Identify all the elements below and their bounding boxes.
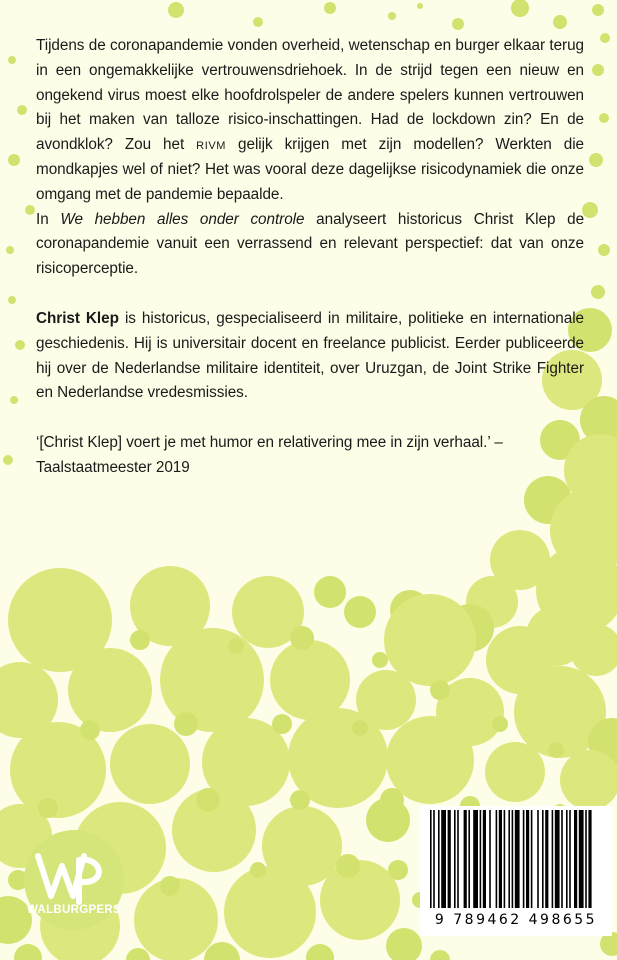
isbn-barcode (420, 806, 612, 936)
bubble (492, 716, 508, 732)
bubble (600, 33, 610, 43)
bubble (38, 798, 58, 818)
barcode-bar (574, 810, 577, 908)
barcode-bar (579, 810, 584, 908)
bubble (388, 12, 396, 20)
blurb-paragraph-1: Tijdens de coronapandemie vonden overheid, wetenschap en burger elkaar terug in een ongemakkelijke vertrouwensdriehoek. In de strijd tegen een nieuw en ongekend virus moest elke hoofdrolspeler de andere spelers kunnen vertrouwen bij het maken van talloze risico-inschattingen. Had de lockdown zin? En de avondklok? Zou het rivm gelijk krijgen met zijn modellen? Werkten die mondkapjes wel of niet? Het was vooral deze dagelijkse risicodynamiek die onze omgang met de pandemie bepaalde. (36, 37, 585, 203)
bubble (386, 928, 422, 960)
bubble (314, 576, 346, 608)
blurb-paragraph-2: In We hebben alles onder controle analyseert historicus Christ Klep de coronapandemie vanuit een verrassend en relevant perspectief: dat van onze risicoperceptie. (36, 210, 585, 278)
barcode-bar (438, 810, 440, 908)
bubble (10, 396, 18, 404)
bubble (17, 105, 27, 115)
bubble (250, 862, 266, 878)
barcode-bar (489, 810, 491, 908)
barcode-bar (588, 810, 591, 908)
bubble (511, 0, 529, 17)
barcode-bar (483, 810, 486, 908)
back-cover-text (36, 34, 584, 481)
bubble (15, 340, 25, 350)
bubble (548, 742, 564, 758)
barcode-bar (473, 810, 478, 908)
barcode-bar (468, 810, 470, 908)
review-quote: ‘[Christ Klep] voert je met humor en relativering mee in zijn verhaal.’ – Taalstaatmeester 2019 (36, 434, 503, 476)
barcode-bar (508, 810, 510, 908)
bubble (430, 680, 450, 700)
bubble (591, 285, 605, 299)
barcode-bar (504, 810, 506, 908)
barcode-bar (545, 810, 548, 908)
bubble (582, 202, 598, 218)
bubble (253, 17, 263, 27)
bubble (6, 246, 14, 254)
bubble (224, 866, 316, 958)
bubble (80, 720, 100, 740)
bubble (68, 648, 152, 732)
barcode-bar (515, 810, 520, 908)
bubble (417, 3, 423, 9)
bubble (553, 15, 567, 29)
barcode-bar (537, 810, 539, 908)
bubble (320, 860, 400, 940)
rivm-abbreviation: rivm (196, 136, 227, 154)
bubble (485, 742, 545, 802)
bubble (598, 244, 610, 256)
bubble (290, 790, 310, 810)
bubble (174, 712, 198, 736)
bubble (384, 594, 476, 686)
barcode-bar (569, 810, 571, 908)
author-name: Christ Klep (36, 309, 119, 327)
bubble (272, 714, 292, 734)
barcode-bar (496, 810, 498, 908)
barcode-bar (499, 810, 502, 908)
bubble (372, 652, 388, 668)
bubble (110, 724, 190, 804)
barcode-bar (561, 810, 563, 908)
barcode-bar (526, 810, 529, 908)
bubble (168, 2, 184, 18)
bubble (560, 750, 617, 810)
bubble (14, 944, 42, 960)
bubble (196, 788, 220, 812)
bubble (592, 64, 604, 76)
bubble (344, 596, 376, 628)
bubble (130, 630, 150, 650)
bubble (8, 154, 20, 166)
barcode-bar (433, 810, 435, 908)
barcode-bar (552, 810, 554, 908)
bubble (324, 2, 336, 14)
bubble (8, 56, 16, 64)
bubble (336, 854, 360, 878)
bubble (3, 455, 13, 465)
bubble (592, 4, 604, 16)
bubble (306, 944, 334, 960)
barcode-bar (480, 810, 482, 908)
bubble (126, 948, 150, 960)
bubble (430, 950, 450, 960)
bubble (599, 113, 609, 123)
bubble (452, 18, 464, 30)
bubble (228, 638, 244, 654)
book-title: We hebben alles onder controle (60, 210, 305, 228)
barcode-bars (420, 806, 612, 910)
bubble (589, 153, 603, 167)
bubble (160, 876, 180, 896)
isbn-number: 9 789462 498655 (434, 912, 598, 928)
barcode-bar (531, 810, 533, 908)
bubble (8, 296, 16, 304)
barcode-bar (441, 810, 446, 908)
barcode-bar (512, 810, 514, 908)
author-bio: Christ Klep is historicus, gespecialiseerd in militaire, politieke en internationale geschiedenis. Hij is universitair docent en freelance publicist. Eerder publiceerde hij over de Nederlandse militaire identiteit, over Uruzgan, de Joint Strike Fighter en Nederlandse vredesmissies. (36, 309, 584, 402)
bubble (160, 628, 264, 732)
blurb (36, 34, 584, 282)
barcode-bar (566, 810, 568, 908)
barcode-bar (523, 810, 525, 908)
bubble (380, 788, 404, 812)
barcode-bar (454, 810, 456, 908)
barcode-bar (585, 810, 587, 908)
barcode-bar (457, 810, 459, 908)
barcode-bar (555, 810, 560, 908)
barcode-bar (430, 810, 432, 908)
barcode-bar (464, 810, 467, 908)
bubble (290, 626, 314, 650)
publisher-name: WALBURGPERS (26, 904, 122, 916)
bubble (388, 860, 408, 880)
bubble (352, 720, 368, 736)
barcode-bar (448, 810, 451, 908)
barcode-bar (542, 810, 544, 908)
bubble (25, 205, 35, 215)
